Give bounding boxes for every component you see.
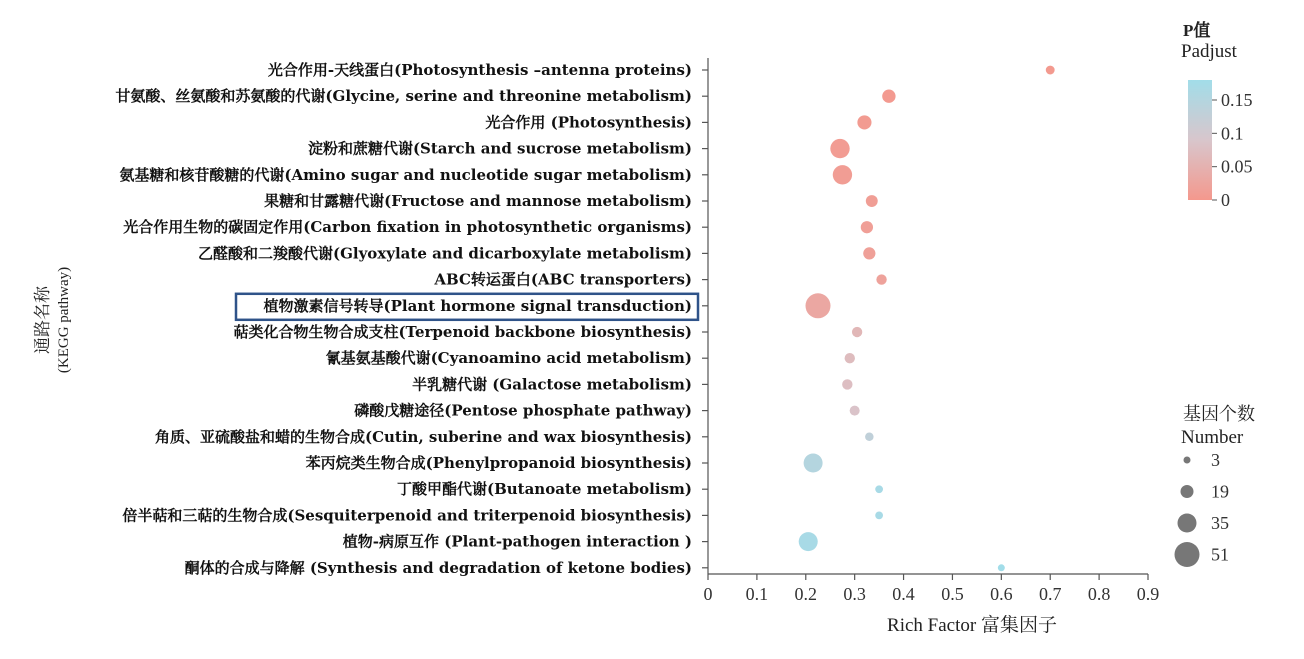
size-legend-dot xyxy=(1178,514,1197,533)
category-label: 果糖和甘露糖代谢(Fructose and mannose metabolism) xyxy=(264,192,692,210)
data-point xyxy=(1046,66,1055,75)
data-point xyxy=(861,221,873,233)
color-legend-ticks xyxy=(1212,90,1253,210)
data-point xyxy=(863,247,875,259)
color-legend-tick-label: 0.1 xyxy=(1221,123,1244,144)
color-legend-tick-label: 0.15 xyxy=(1221,90,1253,110)
x-axis-ticks xyxy=(704,574,1160,604)
category-label: 丁酸甲酯代谢(Butanoate metabolism) xyxy=(396,480,692,499)
data-point xyxy=(875,485,883,493)
x-tick-label: 0.7 xyxy=(1038,584,1062,604)
category-label: 光合作用生物的碳固定作用(Carbon fixation in photosynthetic organisms) xyxy=(123,218,692,237)
category-label: 苯丙烷类生物合成(Phenylpropanoid biosynthesis) xyxy=(305,454,692,472)
data-point xyxy=(799,532,818,551)
x-tick-label: 0.8 xyxy=(1087,584,1111,604)
data-point xyxy=(857,115,871,129)
color-legend-title-line1: P值 xyxy=(1183,21,1211,40)
category-label: 淀粉和蔗糖代谢(Starch and sucrose metabolism) xyxy=(307,139,692,158)
data-point xyxy=(850,406,860,416)
category-label: 角质、亚硫酸盐和蜡的生物合成(Cutin, suberine and wax biosynthesis) xyxy=(154,427,692,446)
category-label: 半乳糖代谢 (Galactose metabolism) xyxy=(412,375,692,394)
data-point xyxy=(830,139,849,158)
category-label: 磷酸戊糖途径(Pentose phosphate pathway) xyxy=(354,401,692,420)
data-point xyxy=(852,327,862,337)
x-tick-label: 0.5 xyxy=(941,584,964,604)
data-point xyxy=(876,274,886,284)
category-label: 酮体的合成与降解 (Synthesis and degradation of ketone bodies) xyxy=(184,558,692,577)
category-label: 倍半萜和三萜的生物合成(Sesquiterpenoid and triterpenoid biosynthesis) xyxy=(122,506,692,525)
color-legend-gradient-bar xyxy=(1188,80,1212,200)
y-axis-title-line1: 通路名称 xyxy=(33,286,52,354)
x-tick-label: 0.4 xyxy=(892,584,915,604)
color-legend-title-line2: Padjust xyxy=(1181,41,1237,62)
category-label: 乙醛酸和二羧酸代谢(Glyoxylate and dicarboxylate metabolism) xyxy=(197,244,692,263)
x-tick-label: 0.9 xyxy=(1136,584,1160,604)
size-legend-title-line2: Number xyxy=(1181,427,1244,448)
category-label: 萜类化合物生物合成支柱(Terpenoid backbone biosynthesis) xyxy=(233,323,692,341)
category-label: ABC转运蛋白(ABC transporters) xyxy=(434,270,692,289)
category-label: 氰基氨基酸代谢(Cyanoamino acid metabolism) xyxy=(325,349,692,368)
size-legend-dot xyxy=(1181,485,1194,498)
x-tick-label: 0 xyxy=(703,584,713,604)
size-legend-dot xyxy=(1184,457,1191,464)
size-legend-dot xyxy=(1175,542,1200,567)
category-label: 甘氨酸、丝氨酸和苏氨酸的代谢(Glycine, serine and threonine metabolism) xyxy=(115,87,692,106)
y-axis-title xyxy=(33,267,72,373)
data-point xyxy=(833,165,852,184)
data-point xyxy=(806,293,831,318)
data-point xyxy=(875,512,883,520)
category-label: 光合作用 (Photosynthesis) xyxy=(485,113,692,132)
x-axis-title: Rich Factor 富集因子 xyxy=(887,615,1057,636)
x-tick-label: 0.3 xyxy=(843,584,866,604)
size-legend xyxy=(1175,404,1256,567)
data-point xyxy=(845,353,855,363)
data-point xyxy=(804,454,823,473)
x-tick-label: 0.6 xyxy=(990,584,1013,604)
x-tick-label: 0.1 xyxy=(745,584,769,604)
x-tick-label: 0.2 xyxy=(794,584,818,604)
size-legend-label: 51 xyxy=(1211,544,1229,565)
y-axis-ticks xyxy=(702,70,708,568)
data-point xyxy=(882,90,895,103)
data-point xyxy=(998,564,1005,571)
category-label: 植物激素信号转导(Plant hormone signal transduction) xyxy=(263,296,692,315)
data-points xyxy=(799,66,1055,572)
size-legend-label: 19 xyxy=(1211,481,1229,502)
color-legend-tick-label: 0 xyxy=(1221,190,1230,210)
size-legend-items xyxy=(1175,450,1230,567)
data-point xyxy=(842,379,852,389)
data-point xyxy=(866,195,878,207)
category-label: 植物-病原互作 (Plant-pathogen interaction ) xyxy=(342,532,692,551)
size-legend-label: 3 xyxy=(1211,450,1220,470)
color-legend-tick-label: 0.05 xyxy=(1221,156,1253,177)
category-label: 光合作用-天线蛋白(Photosynthesis –antenna proteins) xyxy=(267,61,692,79)
size-legend-title-line1: 基因个数 xyxy=(1183,404,1255,424)
color-legend xyxy=(1181,20,1253,210)
y-axis-title-line2: (KEGG pathway) xyxy=(56,266,72,374)
size-legend-label: 35 xyxy=(1211,513,1229,533)
category-label: 氨基糖和核苷酸糖的代谢(Amino sugar and nucleotide sugar metabolism) xyxy=(119,165,692,184)
data-point xyxy=(865,433,874,442)
